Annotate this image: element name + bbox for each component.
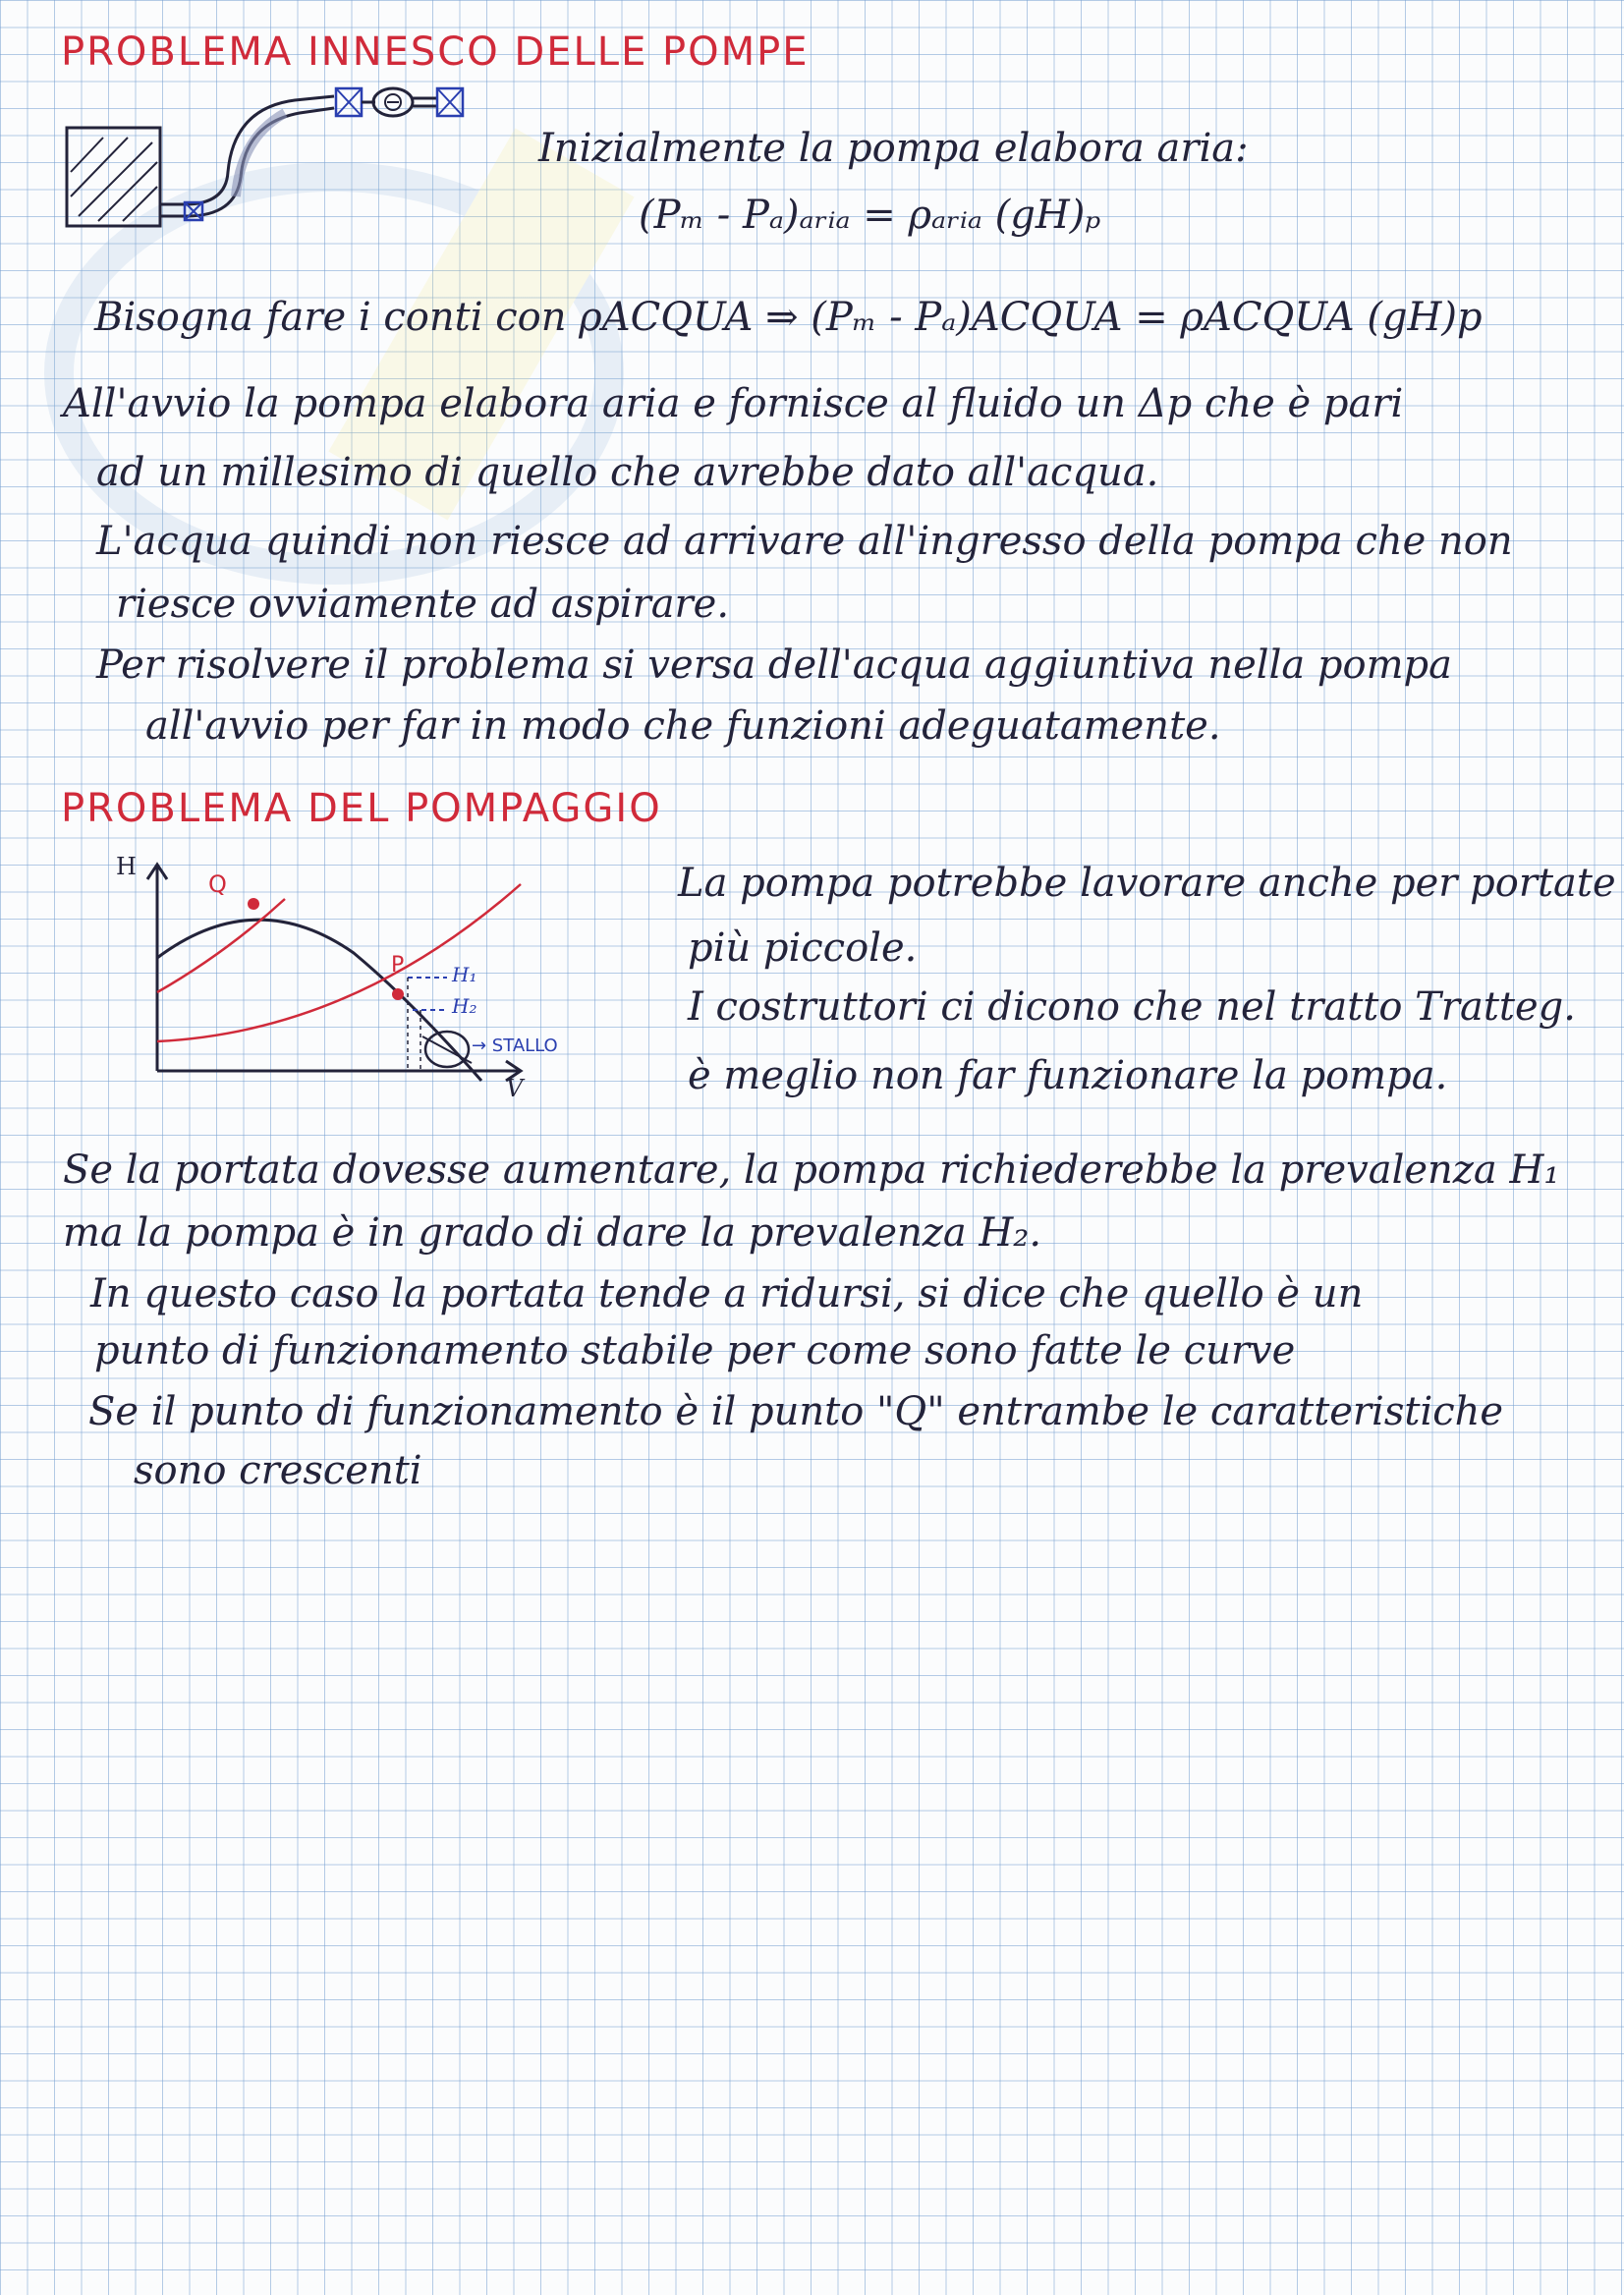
graph-h2: H₂	[452, 994, 477, 1018]
s2-side-1: La pompa potrebbe lavorare anche per portate	[678, 861, 1616, 906]
section1-title: PROBLEMA INNESCO DELLE POMPE	[61, 29, 810, 75]
s1-line-2: ad un millesimo di quello che avrebbe dato all'acqua.	[96, 450, 1159, 495]
formula-water: Bisogna fare i conti con ρACQUA ⇒ (Pₘ - Pₐ)ACQUA = ρACQUA (gH)p	[94, 295, 1483, 340]
graph-h1: H₁	[452, 963, 477, 986]
graph-y-label: H	[116, 853, 137, 880]
s2-side-2: più piccole.	[688, 925, 918, 971]
graph-point-q: Q	[208, 870, 229, 898]
s1-line-1: All'avvio la pompa elabora aria e fornisce al fluido un Δp che è pari	[63, 381, 1404, 426]
s2-line-5: Se il punto di funzionamento è il punto "Q" entrambe le caratteristiche	[88, 1389, 1504, 1434]
s1-line-6: all'avvio per far in modo che funzioni adeguatamente.	[145, 703, 1221, 749]
section2-title: PROBLEMA DEL POMPAGGIO	[61, 786, 662, 831]
s1-line-4: riesce ovviamente ad aspirare.	[116, 582, 730, 627]
surge-graph	[108, 845, 619, 1110]
s2-side-3: I costruttori ci dicono che nel tratto Tratteg.	[688, 984, 1576, 1030]
s1-line-3: L'acqua quindi non riesce ad arrivare all'ingresso della pompa che non	[96, 519, 1513, 564]
formula-air: (Pₘ - Pₐ)ₐᵣᵢₐ = ρₐᵣᵢₐ (gH)ₚ	[639, 193, 1101, 238]
s2-line-2: ma la pompa è in grado di dare la prevalenza H₂.	[63, 1210, 1042, 1256]
intro-line: Inizialmente la pompa elabora aria:	[538, 126, 1249, 171]
s2-line-1: Se la portata dovesse aumentare, la pompa richiederebbe la prevalenza H₁	[63, 1148, 1560, 1193]
s1-line-5: Per risolvere il problema si versa dell'acqua aggiuntiva nella pompa	[96, 643, 1452, 688]
s2-line-3: In questo caso la portata tende a ridursi, si dice che quello è un	[90, 1271, 1364, 1316]
graph-point-p: P	[391, 953, 407, 978]
graph-x-label: V	[506, 1075, 524, 1102]
s2-line-4: punto di funzionamento stabile per come sono fatte le curve	[94, 1328, 1296, 1373]
graph-stall-label: → STALLO	[472, 1036, 558, 1056]
s2-side-4: è meglio non far funzionare la pompa.	[688, 1053, 1448, 1098]
pump-diagram	[59, 79, 511, 246]
s2-line-6: sono crescenti	[134, 1448, 422, 1493]
